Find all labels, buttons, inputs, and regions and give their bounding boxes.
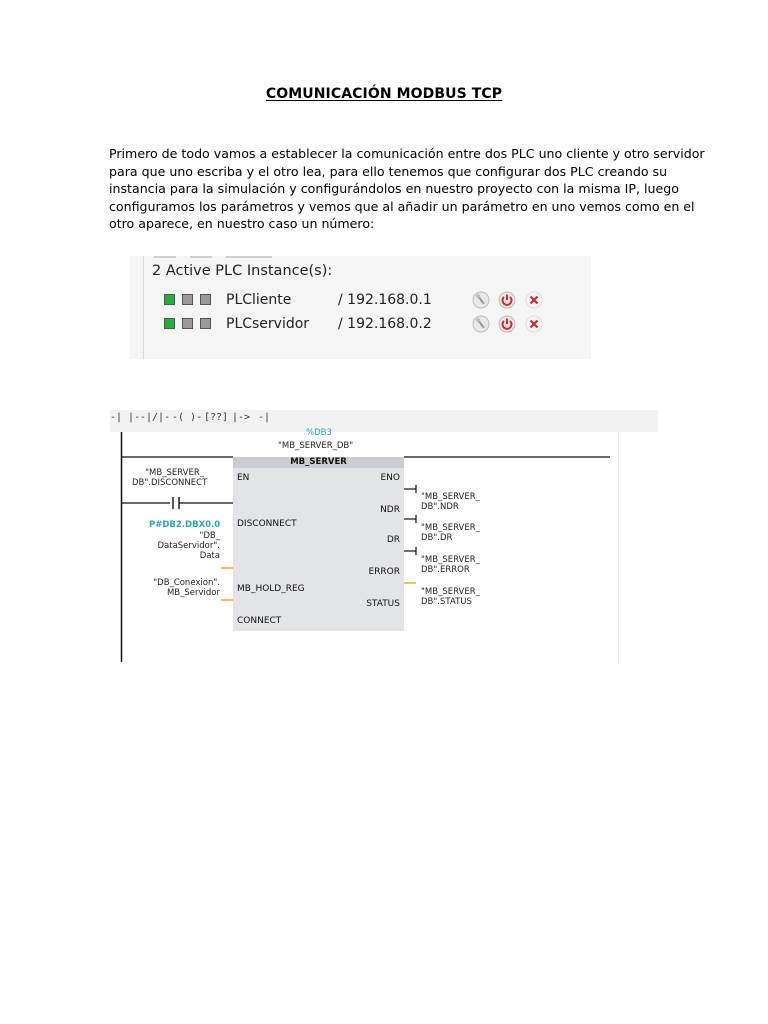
error-led (200, 318, 211, 329)
pin-dr: DR (386, 535, 400, 545)
run-led (164, 318, 175, 329)
active-instances-header: 2 Active PLC Instance(s): (152, 263, 333, 279)
pin-error: ERROR (368, 567, 400, 577)
connect-operand[interactable]: "DB_Conexion". MB_Servidor (153, 578, 220, 598)
run-led (164, 294, 175, 305)
stop-led (182, 294, 193, 305)
error-led (200, 294, 211, 305)
panel-top-marks (154, 256, 314, 258)
pin-ndr: NDR (380, 505, 400, 515)
nc-contact-icon[interactable]: -|/|- (140, 412, 171, 423)
wrench-icon[interactable] (472, 315, 490, 333)
plc-name: PLCservidor (226, 316, 310, 332)
pin-eno: ENO (380, 473, 400, 483)
power-icon[interactable] (498, 291, 516, 309)
paragraph-line: para que uno escriba y el otro lea, para ello tenemos que configurar dos PLC creando su (109, 163, 668, 179)
dr-operand[interactable]: "MB_SERVER_ DB".DR (421, 523, 480, 543)
instance-db-number: %DB3 (306, 428, 332, 438)
pin-mb-hold-reg: MB_HOLD_REG (237, 584, 305, 594)
plc-ip: / 192.168.0.1 (338, 292, 432, 308)
mb-server-block[interactable] (233, 457, 404, 631)
hold-reg-address: P#DB2.DBX0.0 (149, 520, 221, 530)
wrench-icon[interactable] (472, 291, 490, 309)
intro-paragraph (109, 145, 705, 233)
plc-ip: / 192.168.0.2 (338, 316, 432, 332)
pin-status: STATUS (366, 599, 400, 609)
pin-en: EN (237, 473, 250, 483)
plc-instance-row[interactable] (130, 292, 591, 312)
no-contact-icon[interactable]: -| |- (110, 412, 141, 423)
ladder-toolbar (110, 410, 658, 432)
document-title: COMUNICACIÓN MODBUS TCP (265, 86, 503, 102)
ndr-operand[interactable]: "MB_SERVER_ DB".NDR (421, 492, 480, 512)
power-icon[interactable] (498, 315, 516, 333)
error-operand[interactable]: "MB_SERVER_ DB".ERROR (421, 555, 480, 575)
plc-name: PLCliente (226, 292, 292, 308)
paragraph-line: Primero de todo vamos a establecer la comunicación entre dos PLC uno cliente y otro servidor (109, 146, 705, 161)
coil-icon[interactable]: -( )- (172, 412, 203, 423)
ladder-network-screenshot (110, 410, 658, 664)
paragraph-line: configuramos los parámetros y vemos que al añadir un parámetro en uno vemos como en el (109, 198, 695, 214)
hold-reg-operand[interactable]: "DB_ DataServidor". Data (157, 531, 220, 561)
close-icon[interactable] (525, 291, 543, 309)
ladder-canvas (110, 428, 619, 664)
close-branch-icon[interactable]: -| (258, 412, 271, 423)
paragraph-line: otro aparece, en nuestro caso un número: (109, 216, 375, 232)
close-icon[interactable] (525, 315, 543, 333)
plc-instances-screenshot (130, 256, 591, 359)
status-operand[interactable]: "MB_SERVER_ DB".STATUS (421, 587, 480, 607)
plc-instance-row[interactable] (130, 316, 591, 336)
paragraph-line: instancia para la simulación y configurándolos en nuestro proyecto con la misma IP, luego (109, 181, 679, 197)
pin-connect: CONNECT (237, 616, 282, 626)
instance-db-name[interactable]: "MB_SERVER_DB" (278, 441, 354, 451)
empty-box-icon[interactable]: [??] (204, 412, 229, 423)
pin-disconnect: DISCONNECT (237, 519, 297, 529)
open-branch-icon[interactable]: |-> (232, 412, 251, 423)
stop-led (182, 318, 193, 329)
block-title: MB_SERVER (233, 457, 404, 468)
disconnect-operand[interactable]: "MB_SERVER_ DB".DISCONNECT (132, 468, 208, 488)
